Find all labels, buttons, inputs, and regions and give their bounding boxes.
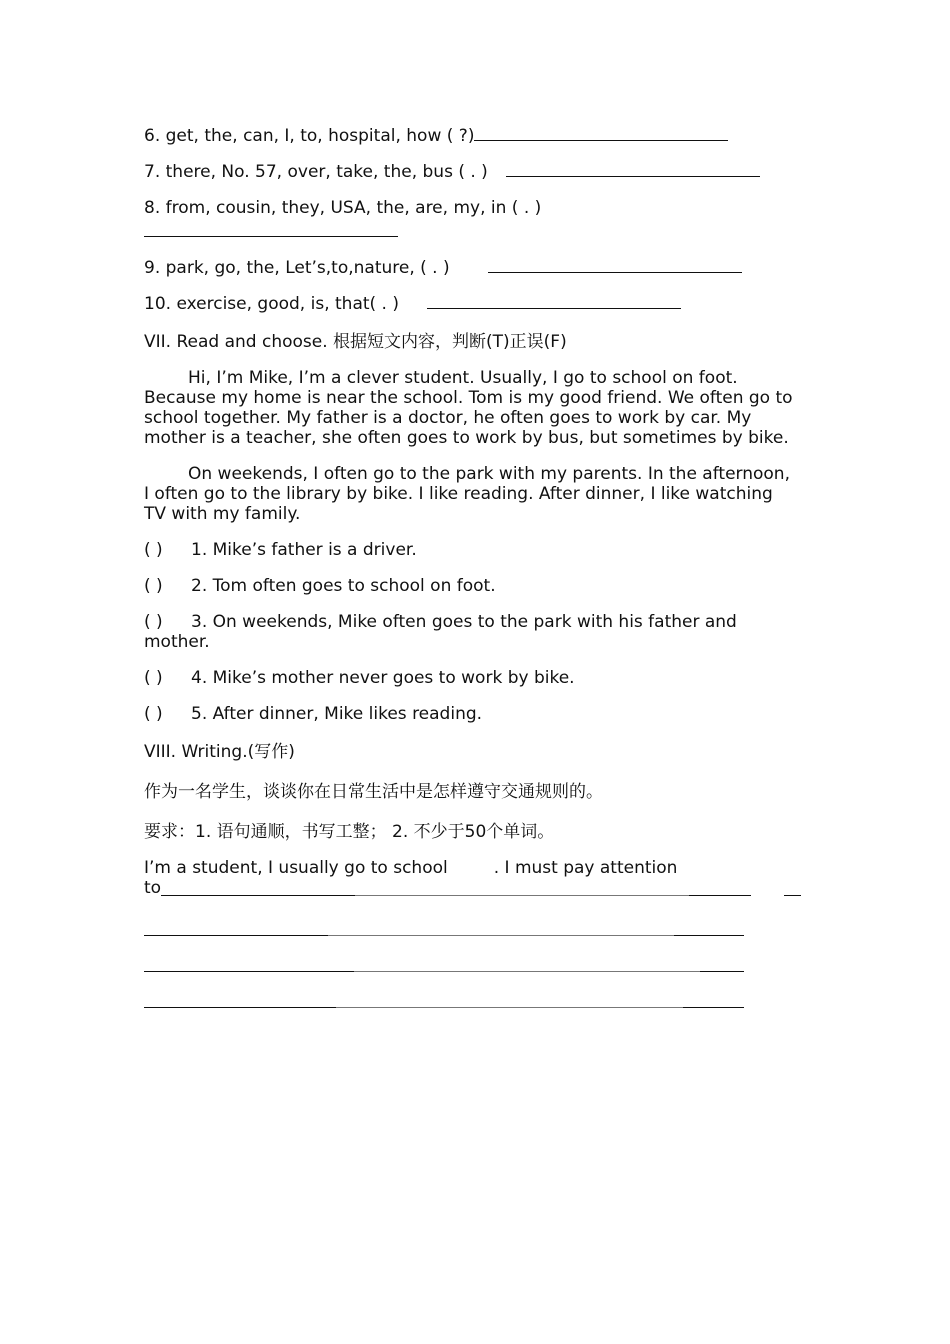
writing-line-4[interactable] [144, 990, 800, 1010]
tf-question-4 [144, 668, 800, 688]
answer-parentheses[interactable]: ( ) [144, 612, 163, 632]
item-number: 9. [144, 258, 161, 278]
answer-blank[interactable] [506, 162, 760, 177]
answer-blank[interactable] [427, 294, 681, 309]
tf-question-3 [144, 612, 800, 652]
worksheet-content [144, 126, 800, 1026]
writing-line-2[interactable] [144, 918, 800, 938]
starter-text: . I must pay attention [493, 858, 678, 878]
section-7-title: VII. Read and choose. 根据短文内容，判断(T)正误(F) [144, 332, 567, 352]
writing-starter-line-1 [144, 858, 800, 878]
answer-blank[interactable] [144, 222, 398, 237]
tf-question-1 [144, 540, 800, 560]
answer-parentheses[interactable]: ( ) [144, 704, 163, 724]
reading-paragraph-2: On weekends, I often go to the park with my parents. In the afternoon, I often go to the library by bike. I like reading. After dinner, I like watching TV with my family. [144, 464, 790, 524]
item-words: park, go, the, Let’s,to,nature, ( . ) [165, 258, 450, 278]
reorder-item-10 [144, 294, 800, 314]
answer-parentheses[interactable]: ( ) [144, 668, 163, 688]
tf-question-5 [144, 704, 800, 724]
writing-line-1[interactable] [144, 878, 800, 898]
question-text: 2. Tom often goes to school on foot. [191, 576, 496, 596]
writing-requirements: 要求：1. 语句通顺，书写工整； 2. 不少于50个单词。 [144, 822, 555, 842]
reorder-item-6 [144, 126, 800, 146]
item-number: 8. [144, 198, 161, 218]
item-words: there, No. 57, over, take, the, bus ( . ) [165, 162, 488, 182]
section-8-title: VIII. Writing.(写作) [144, 742, 295, 762]
item-words: from, cousin, they, USA, the, are, my, in ( . ) [165, 198, 542, 218]
question-text: 3. On weekends, Mike often goes to the park with his father and mother. [144, 612, 737, 652]
writing-line-3[interactable] [144, 954, 800, 974]
starter-text: I’m a student, I usually go to school [144, 858, 448, 878]
answer-blank[interactable] [488, 258, 742, 273]
question-text: 5. After dinner, Mike likes reading. [191, 704, 483, 724]
question-text: 1. Mike’s father is a driver. [191, 540, 417, 560]
tf-question-2 [144, 576, 800, 596]
reorder-item-8-answer [144, 222, 800, 236]
answer-parentheses[interactable]: ( ) [144, 540, 163, 560]
item-words: get, the, can, I, to, hospital, how ( ?) [165, 126, 475, 146]
item-number: 10. [144, 294, 172, 314]
answer-blank[interactable] [474, 126, 728, 141]
question-text: 4. Mike’s mother never goes to work by bike. [191, 668, 575, 688]
item-number: 7. [144, 162, 161, 182]
reorder-item-8 [144, 198, 800, 218]
reorder-item-7 [144, 162, 800, 182]
item-number: 6. [144, 126, 161, 146]
item-words: exercise, good, is, that( . ) [176, 294, 399, 314]
writing-prompt: 作为一名学生，谈谈你在日常生活中是怎样遵守交通规则的。 [144, 782, 603, 802]
answer-parentheses[interactable]: ( ) [144, 576, 163, 596]
starter-text: to [144, 878, 162, 898]
reading-paragraph-1: Hi, I’m Mike, I’m a clever student. Usually, I go to school on foot. Because my home is near the school. Tom is my good friend. We often go to school together. My father is a doctor, he often goes to work by car. My mother is a teacher, she often goes to work by bus, but sometimes by bike. [144, 368, 793, 448]
reorder-item-9 [144, 258, 800, 278]
